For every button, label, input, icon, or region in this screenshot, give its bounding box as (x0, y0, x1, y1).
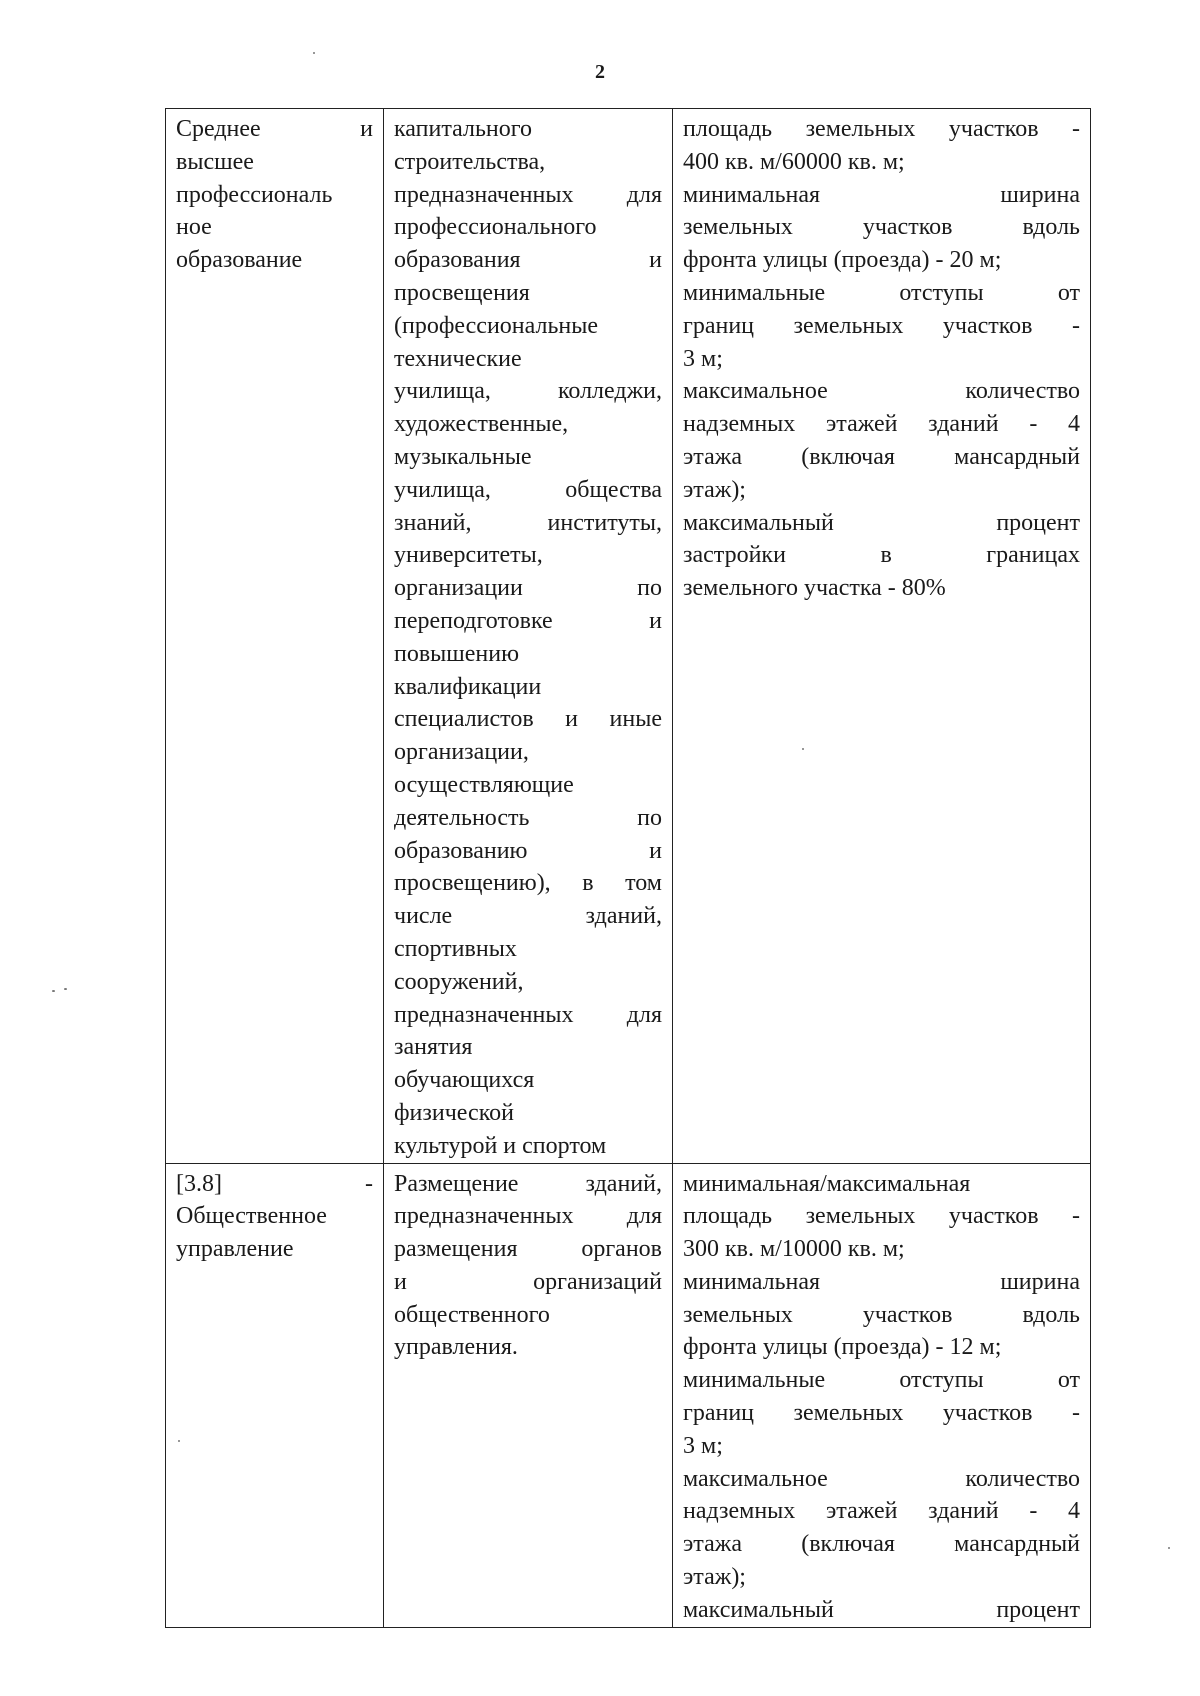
text-line: предназначенных для (394, 181, 662, 208)
text-line: земельных участков вдоль (683, 214, 1080, 241)
text-line: специалистов и иные (394, 706, 662, 733)
text-line: минимальные отступы от (683, 279, 1080, 306)
text-line: надземных этажей зданий - 4 (683, 411, 1080, 438)
text-line: максимальный процент (683, 1596, 1080, 1623)
text-line: обучающихся (394, 1067, 535, 1094)
text-line: минимальная ширина (683, 181, 1080, 208)
text-line: осуществляющие (394, 771, 574, 798)
use-description-cell (384, 109, 673, 1164)
text-line: надземных этажей зданий - 4 (683, 1498, 1080, 1525)
use-name-cell (166, 109, 384, 1164)
text-line: земельного участка - 80% (683, 575, 946, 602)
text-line: [3.8] - (176, 1170, 373, 1197)
table-row (166, 1163, 1091, 1627)
text-line: минимальная/максимальная (683, 1170, 971, 1197)
text-line: максимальное количество (683, 1465, 1080, 1492)
text-line: просвещению), в том (394, 870, 662, 897)
text-line: образование (176, 247, 303, 274)
text-line: квалификации (394, 673, 542, 700)
text-line: университеты, (394, 542, 543, 569)
text-line: образованию и (394, 837, 662, 864)
text-line: повышению (394, 640, 520, 667)
text-line: минимальная ширина (683, 1268, 1080, 1295)
text-line: этаж); (683, 1564, 746, 1591)
use-parameters-cell (673, 109, 1091, 1164)
scan-speck (178, 1440, 180, 1442)
use-description-cell (384, 1163, 673, 1627)
text-line: профессионального (394, 214, 597, 241)
scan-speck (64, 988, 67, 990)
text-line: площадь земельных участков - (683, 116, 1080, 142)
text-line: предназначенных для (394, 1203, 662, 1230)
text-line: 300 кв. м/10000 кв. м; (683, 1236, 905, 1263)
text-line: Общественное (176, 1203, 327, 1230)
text-line: занятия (394, 1034, 473, 1061)
text-line: художественные, (394, 411, 569, 438)
text-line: деятельность по (394, 804, 662, 831)
table-row (166, 109, 1091, 1164)
text-line: переподготовке и (394, 607, 662, 634)
scan-speck (802, 748, 804, 750)
text-line: ное (176, 214, 212, 241)
text-line: физической (394, 1099, 514, 1126)
text-line: спортивных (394, 935, 517, 962)
text-line: предназначенных для (394, 1001, 662, 1028)
text-line: площадь земельных участков - (683, 1203, 1080, 1230)
text-line: 400 кв. м/60000 кв. м; (683, 148, 905, 175)
text-line: и организаций (394, 1268, 662, 1295)
text-line: высшее (176, 148, 254, 175)
text-line: организации по (394, 575, 662, 602)
scan-speck (313, 52, 315, 54)
text-line: границ земельных участков - (683, 1400, 1080, 1427)
text-line: максимальное количество (683, 378, 1080, 405)
land-use-table (165, 108, 1091, 1628)
text-line: минимальные отступы от (683, 1367, 1080, 1394)
text-line: 3 м; (683, 1432, 723, 1459)
text-line: фронта улицы (проезда) - 20 м; (683, 247, 1002, 274)
text-line: границ земельных участков - (683, 312, 1080, 339)
text-line: капитального (394, 116, 532, 142)
text-line: размещения органов (394, 1236, 662, 1263)
text-line: (профессиональные (394, 312, 599, 339)
text-line: управления. (394, 1334, 518, 1361)
page-number: 2 (595, 61, 605, 83)
text-line: профессиональ (176, 181, 333, 208)
text-line: культурой и спортом (394, 1132, 607, 1159)
text-line: общественного (394, 1301, 550, 1328)
text-line: музыкальные (394, 443, 532, 470)
text-line: образования и (394, 247, 662, 274)
text-line: этажа (включая мансардный (683, 1531, 1080, 1558)
text-line: Среднее и (176, 116, 373, 142)
text-line: сооружений, (394, 968, 524, 995)
use-name-cell (166, 1163, 384, 1627)
use-parameters-cell (673, 1163, 1091, 1627)
text-line: Размещение зданий, (394, 1170, 662, 1197)
text-line: технические (394, 345, 522, 372)
text-line: строительства, (394, 148, 546, 175)
text-line: училища, общества (394, 476, 662, 503)
text-line: училища, колледжи, (394, 378, 662, 405)
text-line: организации, (394, 739, 529, 766)
text-line: фронта улицы (проезда) - 12 м; (683, 1334, 1002, 1361)
text-line: 3 м; (683, 345, 723, 372)
scan-speck (52, 990, 55, 992)
text-line: управление (176, 1236, 294, 1263)
text-line: этаж); (683, 476, 746, 503)
text-line: просвещения (394, 279, 530, 306)
scan-speck (1168, 1547, 1170, 1549)
text-line: максимальный процент (683, 509, 1080, 536)
text-line: знаний, институты, (394, 509, 662, 536)
text-line: застройки в границах (683, 542, 1080, 569)
text-line: числе зданий, (394, 903, 662, 930)
text-line: земельных участков вдоль (683, 1301, 1080, 1328)
text-line: этажа (включая мансардный (683, 443, 1080, 470)
